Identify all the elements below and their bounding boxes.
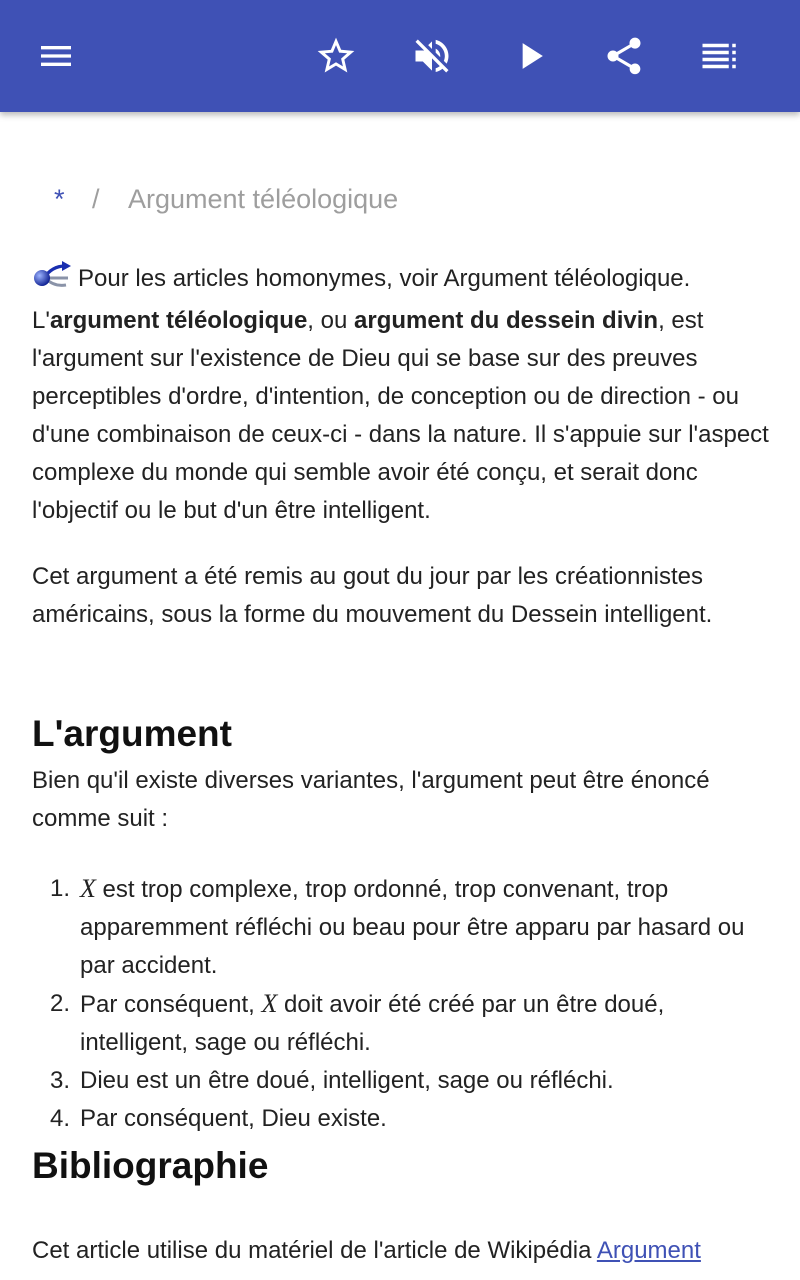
- favorite-button[interactable]: [308, 28, 364, 84]
- breadcrumb-current: Argument téléologique: [128, 184, 399, 214]
- intro-rest: , est l'argument sur l'existence de Dieu qui se base sur des preuves perceptibles d'ordre, d'intention, de conception ou de direction - ou d'une combinaison de ceux-ci - dans la nature. Il s'appuie sur l'aspect complexe du monde qui semble avoir été conçu, et serait donc l'objectif ou le but d'un être intelligent.: [32, 307, 769, 524]
- disambiguation-icon: [32, 260, 72, 302]
- share-button[interactable]: [596, 28, 652, 84]
- playlist-icon: [699, 35, 741, 77]
- list-number: 3.: [50, 1067, 71, 1094]
- list-text: est trop complexe, trop ordonné, trop convenant, trop apparemment réfléchi ou beau pour être apparu par hasard ou par accident.: [80, 876, 745, 979]
- wikipedia-link[interactable]: Argument: [596, 1237, 701, 1264]
- argument-steps: [32, 870, 772, 1138]
- list-number: 4.: [50, 1105, 71, 1132]
- list-item: [32, 1062, 772, 1100]
- list-item: [32, 870, 772, 985]
- intro-mid: , ou: [307, 307, 354, 334]
- share-icon: [602, 34, 646, 78]
- list-item: [32, 1100, 772, 1138]
- variable-x: X: [80, 874, 96, 903]
- list-number: 2.: [50, 990, 71, 1017]
- list-item: [32, 985, 772, 1062]
- breadcrumb-home[interactable]: *: [54, 184, 65, 214]
- section-heading-bibliography: Bibliographie: [32, 1145, 269, 1186]
- volume-off-icon: [410, 34, 454, 78]
- play-icon: [508, 34, 552, 78]
- contents-button[interactable]: [692, 28, 748, 84]
- bibliography-paragraph: [32, 1232, 772, 1270]
- list-text: Par conséquent, Dieu existe.: [80, 1105, 387, 1132]
- list-text: Dieu est un être doué, intelligent, sage ou réfléchi.: [80, 1067, 614, 1094]
- homonym-note: Pour les articles homonymes, voir Argument téléologique.: [78, 265, 691, 292]
- intro-paragraph: [32, 260, 772, 530]
- list-text-pre: Par conséquent,: [80, 991, 262, 1018]
- intro-lead: L': [32, 307, 50, 334]
- bibliography-text: Cet article utilise du matériel de l'article de Wikipédia: [32, 1237, 597, 1264]
- section-heading-argument: L'argument: [32, 713, 232, 754]
- paragraph-2: Cet argument a été remis au gout du jour par les créationnistes américains, sous la forme du mouvement du Dessein intelligent.: [32, 563, 713, 628]
- intro-term-2: argument du dessein divin: [354, 307, 659, 334]
- play-button[interactable]: [502, 28, 558, 84]
- variable-x: X: [261, 989, 278, 1018]
- menu-button[interactable]: [28, 28, 84, 84]
- list-text: doit avoir été créé par un être doué, intelligent, sage ou réfléchi.: [80, 991, 665, 1056]
- breadcrumb-separator: /: [92, 184, 100, 214]
- mute-button[interactable]: [404, 28, 460, 84]
- intro-term-1: argument téléologique: [49, 307, 308, 334]
- app-bar: [0, 0, 800, 112]
- section-intro: Bien qu'il existe diverses variantes, l'argument peut être énoncé comme suit :: [32, 767, 710, 832]
- menu-icon: [36, 36, 76, 76]
- star-icon: [314, 34, 358, 78]
- list-number: 1.: [50, 875, 71, 902]
